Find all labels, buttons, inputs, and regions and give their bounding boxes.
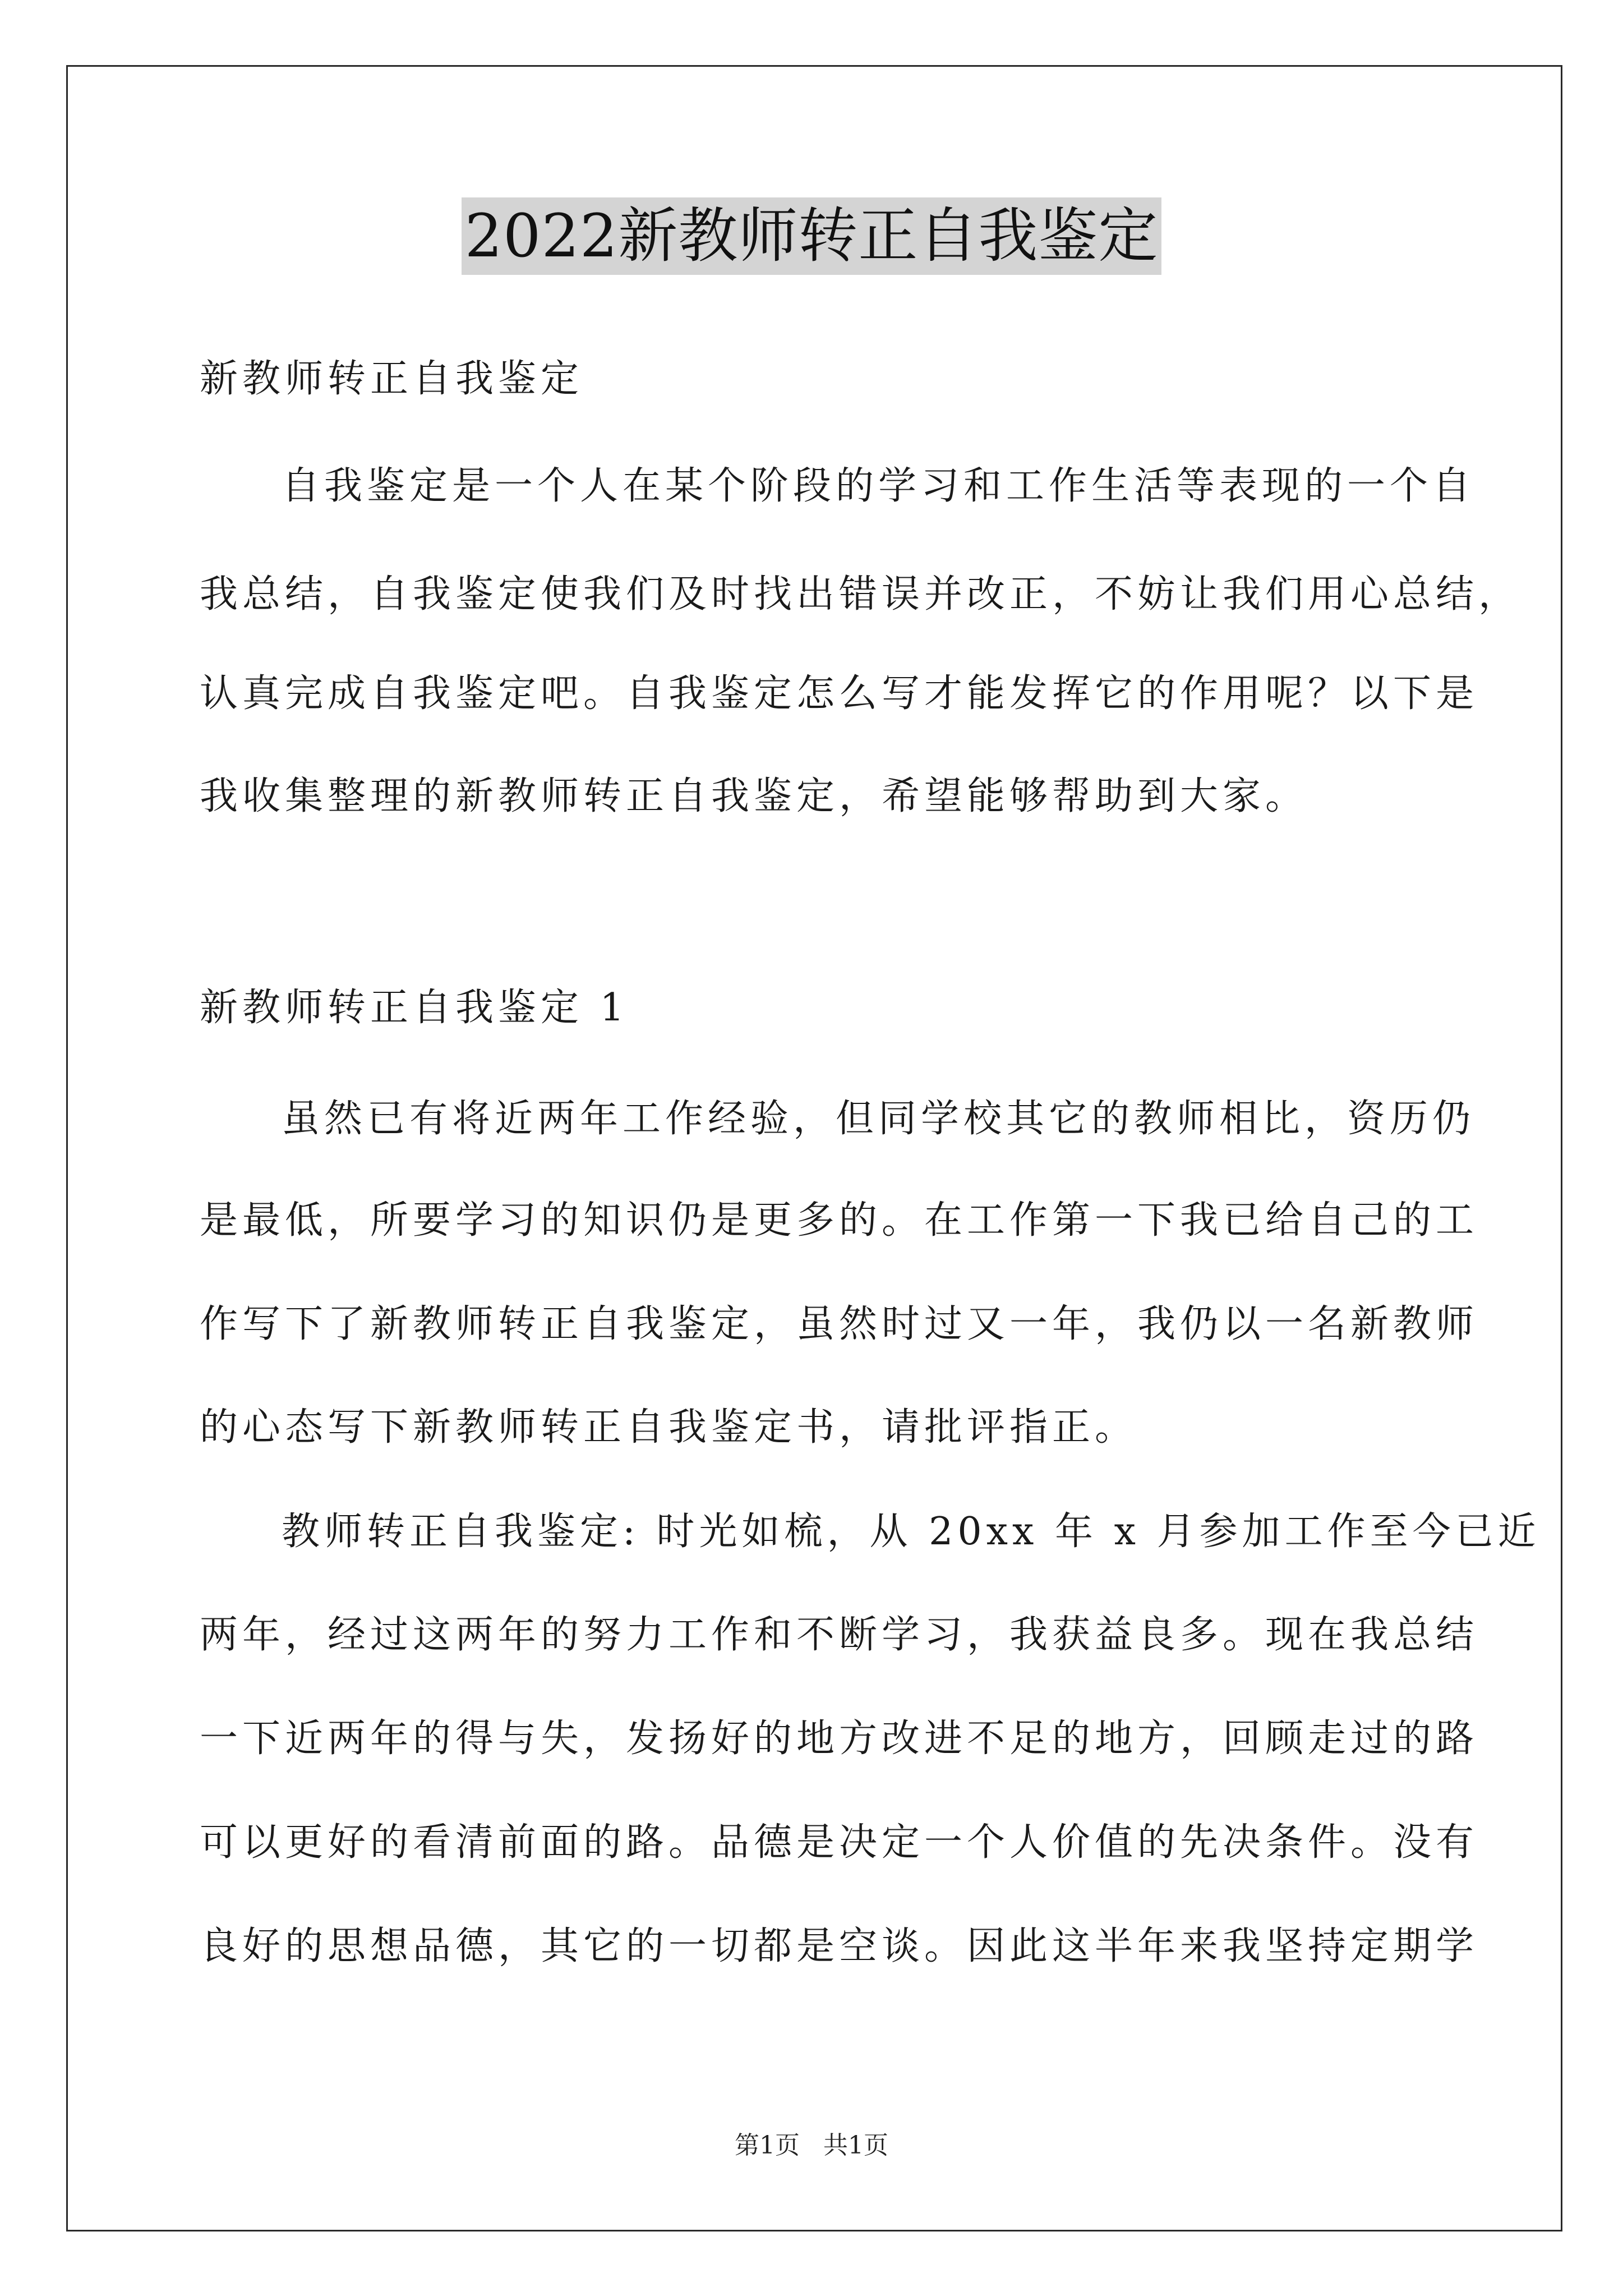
paragraph-line: 自我鉴定是一个人在某个阶段的学习和工作生活等表现的一个自: [282, 464, 1476, 508]
paragraph-line: 教师转正自我鉴定: 时光如梳，从 20xx 年 x 月参加工作至今已近: [282, 1510, 1541, 1554]
paragraph-line: 的心态写下新教师转正自我鉴定书，请批评指正。: [200, 1405, 1138, 1450]
paragraph-line: 良好的思想品德，其它的一切都是空谈。因此这半年来我坚持定期学: [200, 1924, 1479, 1968]
paragraph-line: 是最低，所要学习的知识仍是更多的。在工作第一下我已给自己的工: [200, 1198, 1479, 1243]
paragraph-line: 虽然已有将近两年工作经验，但同学校其它的教师相比，资历仍: [282, 1097, 1476, 1141]
page-footer: 第1页 共1页: [735, 2131, 888, 2160]
paragraph-line: 可以更好的看清前面的路。品德是决定一个人价值的先决条件。没有: [200, 1820, 1479, 1865]
paragraph-line: 我收集整理的新教师转正自我鉴定，希望能够帮助到大家。: [200, 774, 1308, 818]
paragraph-line: 认真完成自我鉴定吧。自我鉴定怎么写才能发挥它的作用呢？以下是: [200, 671, 1479, 716]
subtitle: 新教师转正自我鉴定: [200, 357, 584, 401]
document-title: 2022新教师转正自我鉴定: [462, 197, 1162, 275]
title-container: [0, 197, 1623, 275]
paragraph-line: 作写下了新教师转正自我鉴定，虽然时过又一年，我仍以一名新教师: [200, 1302, 1479, 1346]
paragraph-line: 一下近两年的得与失，发扬好的地方改进不足的地方，回顾走过的路: [200, 1717, 1479, 1761]
paragraph-line: 两年，经过这两年的努力工作和不断学习，我获益良多。现在我总结: [200, 1613, 1479, 1657]
paragraph-line: 我总结，自我鉴定使我们及时找出错误并改正，不妨让我们用心总结，: [200, 572, 1521, 616]
section-heading: 新教师转正自我鉴定 1: [200, 986, 629, 1030]
